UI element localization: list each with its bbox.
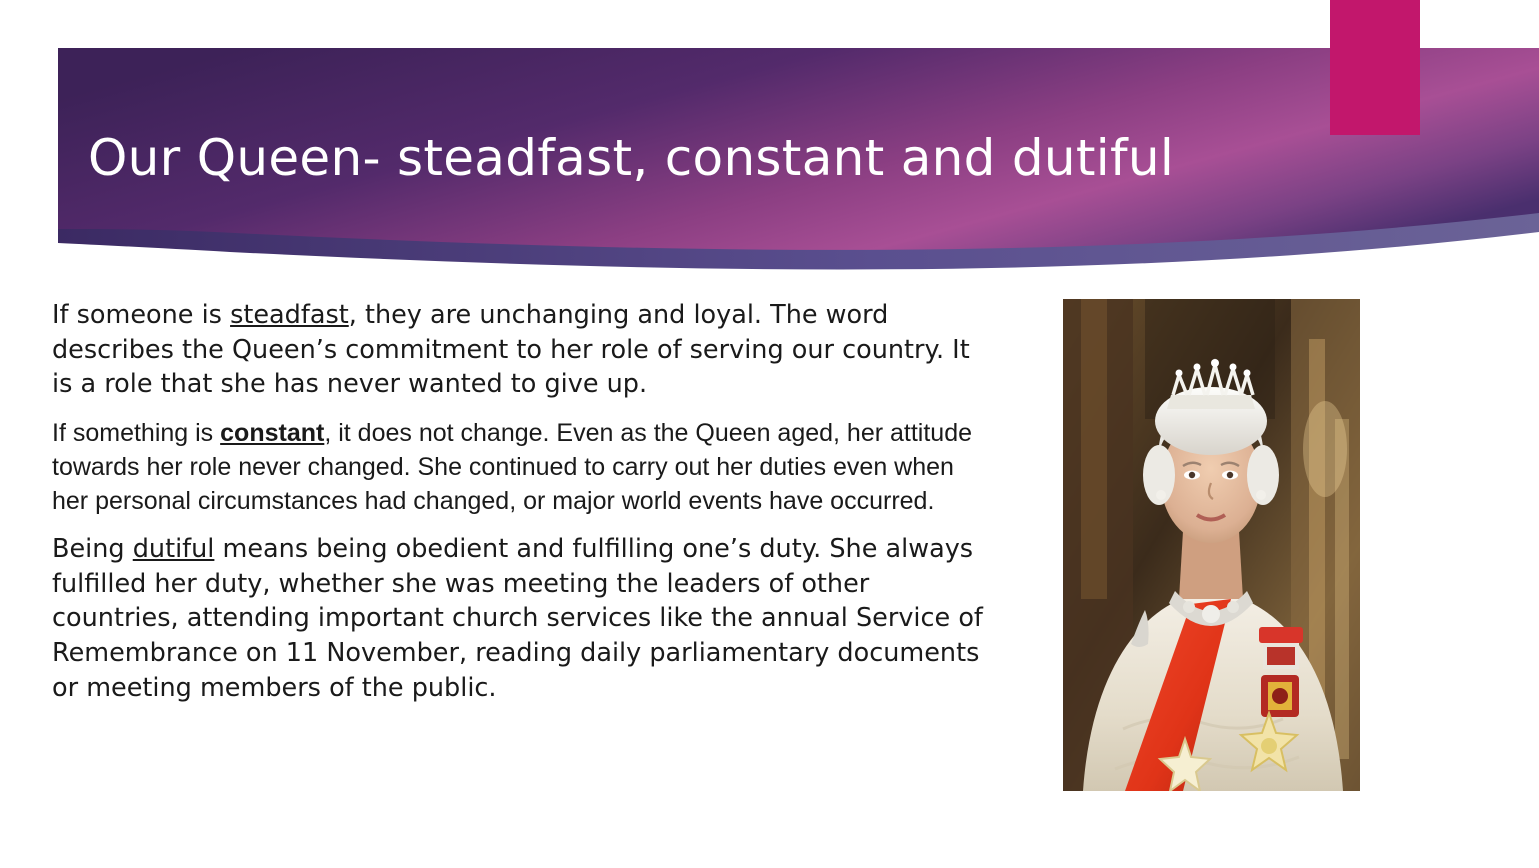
paragraph-dutiful-rest: means being obedient and fulfilling one’s duty. She always fulfilled her duty, whether she was meeting the leaders of other countries, attending important church services like the annual Service of Remembrance on 11 November, reading daily parliamentary documents or meeting members of the public. xyxy=(52,534,983,703)
paragraph-constant-rest: , it does not change. Even as the Queen aged, her attitude towards her role never changed. She continued to carry out her duties even when her personal circumstances had changed, or major world events have occurred. xyxy=(52,419,973,516)
text-column xyxy=(52,298,987,719)
paragraph-steadfast-rest: , they are unchanging and loyal. The word describes the Queen’s commitment to her role of serving our country. It is a role that she has never wanted to give up. xyxy=(52,300,970,400)
term-dutiful: dutiful xyxy=(132,534,215,565)
paragraph-constant-lead: If something is xyxy=(52,419,221,448)
term-constant: constant xyxy=(220,419,325,448)
paragraph-steadfast-lead: If someone is xyxy=(52,300,231,330)
slide-body xyxy=(0,280,1539,868)
paragraph-constant xyxy=(52,416,987,518)
term-steadfast: steadfast xyxy=(230,300,349,330)
paragraph-dutiful xyxy=(52,532,987,705)
page-title: Our Queen- steadfast, constant and dutiful xyxy=(88,129,1175,187)
accent-bar-decoration xyxy=(1330,0,1420,135)
paragraph-dutiful-lead: Being xyxy=(52,534,133,565)
paragraph-steadfast xyxy=(52,298,987,402)
slide-header-banner xyxy=(0,0,1539,270)
queen-portrait-image xyxy=(1063,299,1360,791)
